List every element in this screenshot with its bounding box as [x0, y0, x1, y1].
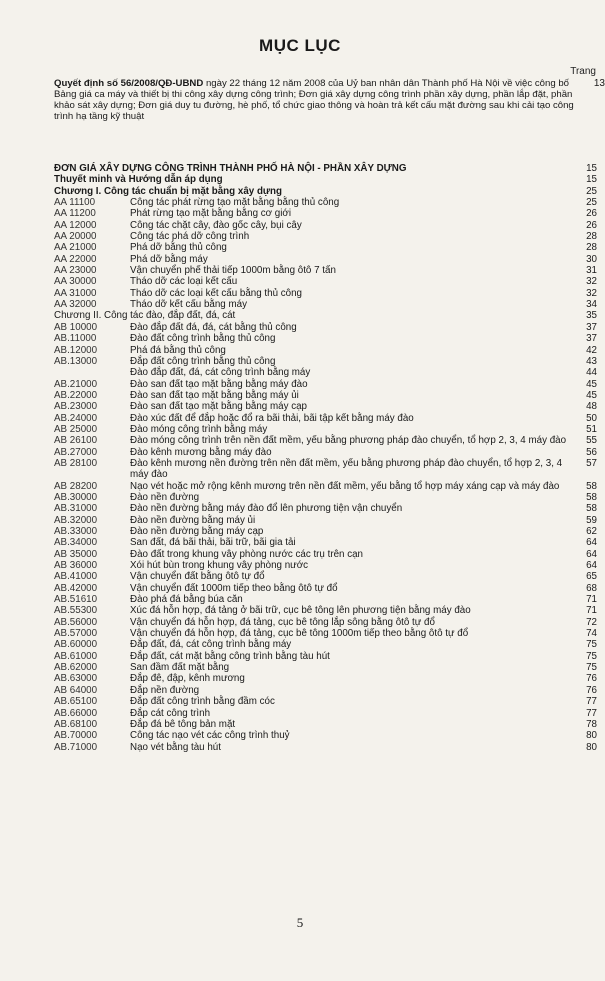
toc-label: Tháo dỡ các loại kết cấu: [130, 276, 238, 288]
toc-code: AB.33000: [54, 526, 98, 537]
toc-code: AB.23000: [54, 401, 98, 413]
toc-code: AB.12000: [54, 344, 98, 356]
toc-page-number: 45: [586, 378, 597, 390]
toc-row: [54, 413, 597, 424]
toc-page-number: 26: [586, 208, 597, 220]
toc-page-number: 50: [586, 412, 597, 424]
toc-row: [54, 265, 597, 276]
toc-row: [54, 322, 597, 333]
toc-label: Đào đất trong khung vây phòng nước các trụ trên cạn: [130, 548, 364, 560]
toc-row: [54, 458, 597, 481]
toc-code: AA 30000: [54, 276, 97, 288]
toc-code: AB.41000: [54, 571, 98, 583]
toc-row: [54, 685, 597, 696]
toc-code: AB 28100: [54, 457, 98, 469]
toc-code: AA 20000: [54, 231, 97, 243]
toc-code: AB 26100: [54, 435, 98, 447]
page-number-footer: 5: [296, 915, 304, 930]
toc-label: Phá dỡ bằng thủ công: [130, 242, 227, 254]
page-title: MỤC LỤC: [259, 36, 341, 55]
toc-label: Chương II. Công tác đào, đắp đất, đá, cát: [54, 310, 236, 322]
toc-page-number: 15: [586, 174, 597, 186]
toc-code: AA 32000: [54, 299, 97, 311]
toc-row: [54, 356, 597, 367]
toc-row: [54, 208, 597, 219]
toc-page-number: 71: [586, 594, 597, 606]
toc-page-number: 76: [586, 684, 597, 696]
toc-page-number: 56: [586, 446, 597, 458]
toc-code: AB 36000: [54, 560, 98, 572]
toc-label: Đào nền đường bằng máy ủi: [130, 514, 256, 526]
toc-code: AB.34000: [54, 537, 98, 549]
toc-row: [54, 549, 597, 560]
toc-label: Đào phá đá bằng búa căn: [130, 594, 243, 606]
toc-label: Đào nền đường bằng máy đào đổ lên phương tiện vận chuyển: [130, 503, 403, 515]
toc-page-number: 80: [586, 741, 597, 753]
toc-page-number: 58: [586, 503, 597, 515]
toc-label: Chương I. Công tác chuẩn bị mặt bằng xây dựng: [54, 185, 282, 197]
toc-row: [54, 673, 597, 684]
toc-row: [54, 424, 597, 435]
toc-page-number: 44: [586, 367, 597, 379]
toc-row: [54, 730, 597, 741]
toc-row: [54, 254, 597, 265]
toc-row: [54, 299, 597, 310]
toc-row: [54, 401, 597, 412]
toc-page-number: 25: [586, 197, 597, 209]
toc-page-number: 55: [586, 435, 597, 447]
toc-page-number: 32: [586, 287, 597, 299]
toc-label: Đắp nền đường: [130, 684, 200, 696]
toc-row: [54, 288, 597, 299]
toc-row: [54, 708, 597, 719]
toc-code: AB.32000: [54, 514, 98, 526]
toc-page-number: 77: [586, 707, 597, 719]
toc-code: AA 21000: [54, 242, 97, 254]
toc-page-number: 75: [586, 639, 597, 651]
toc-code: AB.63000: [54, 673, 98, 685]
toc-code: AB.24000: [54, 412, 98, 424]
toc-page-number: 72: [586, 616, 597, 628]
toc-label: Công tác phát rừng tạo mặt bằng bằng thủ công: [130, 197, 340, 209]
toc-label: Đào kênh mương nền đường trên nền đất mềm, yếu bằng phương pháp đào chuyển, tổ hợp 2, 3, 4 máy đào: [130, 457, 563, 481]
toc-page-number: 28: [586, 242, 597, 254]
toc-label: Đắp đất công trình bằng đầm cóc: [130, 696, 275, 708]
toc-page-number: 80: [586, 730, 597, 742]
decision-number: Quyết định số 56/2008/QĐ-UBND: [54, 78, 204, 89]
toc-label: San đầm đất mặt bằng: [130, 662, 230, 674]
toc-page-number: 65: [586, 571, 597, 583]
toc-row: [54, 662, 597, 673]
toc-row: [54, 231, 597, 242]
toc-chapter-row: [54, 163, 597, 174]
toc-label: Đào kênh mương bằng máy đào: [130, 446, 272, 458]
toc-label: Tháo dỡ kết cấu bằng máy: [130, 299, 247, 311]
toc-code: AB.61000: [54, 650, 98, 662]
toc-row: [54, 537, 597, 548]
toc-row: [54, 639, 597, 650]
toc-code: AB 10000: [54, 321, 98, 333]
decision-description: ngày 22 tháng 12 năm 2008 của Uỷ ban nhân dân Thành phố Hà Nội về việc công bố Bảng giá ca máy và thiết bị thi công xây dựng công trình; Đơn giá xây dựng công trình phần xây dựng, phần lắp đặt, phần khảo sát xây dựng; Đơn giá duy tu đường, hè phố, tổ chức giao thông và hoàn trả kết cấu mặt đường sau khi cải tạo công trình hạ tầng kỹ thuật: [54, 78, 574, 122]
toc-label: Nạo vét hoặc mở rộng kênh mương trên nền đất mềm, yếu bằng tổ hợp máy xáng cạp và máy đào: [130, 480, 560, 492]
toc-row: [54, 242, 597, 253]
toc-page-number: 25: [586, 185, 597, 197]
toc-page-number: 37: [586, 321, 597, 333]
toc-page-number: 26: [586, 219, 597, 231]
toc-page-number: 64: [586, 537, 597, 549]
toc-page-number: 64: [586, 560, 597, 572]
toc-page-number: 30: [586, 253, 597, 265]
toc-code: AA 23000: [54, 265, 97, 277]
toc-label: Vận chuyển đất 1000m tiếp theo bằng ôtô tự đổ: [130, 582, 338, 594]
toc-code: AB.57000: [54, 628, 98, 640]
toc-row: [54, 503, 597, 514]
toc-label: Đắp đất, cát mặt bằng công trình bằng tàu hút: [130, 650, 330, 662]
toc-row: [54, 583, 597, 594]
toc-label: Đào đắp đất, đá, cát công trình bằng máy: [130, 367, 311, 379]
toc-code: AB.65100: [54, 696, 98, 708]
intro-entry: [54, 78, 605, 122]
toc-code: AA 12000: [54, 219, 97, 231]
toc-label: Đào san đất tạo mặt bằng bằng máy ủi: [130, 389, 299, 401]
toc-page-number: 32: [586, 276, 597, 288]
toc-code: AB.27000: [54, 446, 98, 458]
toc-row: [54, 276, 597, 287]
toc-label: Đào móng công trình trên nền đất mềm, yếu bằng phương pháp đào chuyển, tổ hợp 2, 3, 4 máy đào: [130, 435, 567, 447]
toc-page-number: 45: [586, 389, 597, 401]
toc-label: Đắp đất công trình bằng thủ công: [130, 355, 276, 367]
toc-code: AA 22000: [54, 253, 97, 265]
toc-row: [54, 605, 597, 616]
toc-row: [54, 220, 597, 231]
toc-row: [54, 345, 597, 356]
toc-code: AB 35000: [54, 548, 98, 560]
toc-label: Công tác phá dỡ công trình: [130, 231, 250, 243]
toc-label: Đào nền đường: [130, 491, 200, 503]
toc-label: Vận chuyển đất bằng ôtô tự đổ: [130, 571, 265, 583]
toc-page-number: 78: [586, 718, 597, 730]
toc-code: AB.66000: [54, 707, 98, 719]
toc-label: Đào san đất tạo mặt bằng bằng máy cạp: [130, 401, 308, 413]
toc-code: AB 64000: [54, 684, 98, 696]
toc-row: [54, 390, 597, 401]
toc-label: Thuyết minh và Hướng dẫn áp dụng: [54, 174, 223, 186]
toc-page-number: 58: [586, 491, 597, 503]
toc-page-number: 28: [586, 231, 597, 243]
toc-code: AB.11000: [54, 333, 97, 345]
toc-label: Đắp cát công trình: [130, 707, 211, 719]
toc-code: AB.30000: [54, 491, 98, 503]
toc-label: ĐƠN GIÁ XÂY DỰNG CÔNG TRÌNH THÀNH PHỐ HÀ NỘI - PHẦN XÂY DỰNG: [54, 163, 407, 174]
toc-page-number: 75: [586, 650, 597, 662]
toc-page-number: 71: [586, 605, 597, 617]
toc-row: [54, 367, 597, 378]
toc-label: Đào xúc đất để đắp hoặc đổ ra bãi thải, bãi tập kết bằng máy đào: [130, 412, 414, 424]
toc-code: AA 11200: [54, 208, 96, 220]
toc-label: Đào nền đường bằng máy cạp: [130, 526, 264, 537]
toc-label: Tháo dỡ các loại kết cấu bằng thủ công: [130, 287, 302, 299]
toc-code: AB.22000: [54, 389, 98, 401]
toc-row: [54, 379, 597, 390]
toc-label: Đào san đất tạo mặt bằng bằng máy đào: [130, 378, 308, 390]
toc-page-number: 58: [586, 480, 597, 492]
toc-row: [54, 651, 597, 662]
toc-row: [54, 617, 597, 628]
toc-code: AB.13000: [54, 355, 98, 367]
toc-row: [54, 515, 597, 526]
toc-page-number: 68: [586, 582, 597, 594]
table-of-contents: [54, 163, 597, 753]
toc-code: AB.62000: [54, 662, 98, 674]
toc-page-number: 15: [586, 163, 597, 174]
toc-row: [54, 526, 597, 537]
toc-page-number: 43: [586, 355, 597, 367]
toc-page-number: 64: [586, 548, 597, 560]
toc-page-number: 62: [586, 526, 597, 537]
toc-label: Nạo vét bằng tàu hút: [130, 741, 221, 753]
toc-page-number: 42: [586, 344, 597, 356]
toc-chapter-row: [54, 310, 597, 321]
toc-row: [54, 197, 597, 208]
toc-code: AB.51610: [54, 594, 98, 606]
toc-row: [54, 560, 597, 571]
toc-page-number: 75: [586, 662, 597, 674]
toc-label: Đào đắp đất đá, đá, cát bằng thủ công: [130, 321, 297, 333]
toc-page-number: 34: [586, 299, 597, 311]
toc-code: AB.71000: [54, 741, 98, 753]
toc-code: AB.21000: [54, 378, 98, 390]
toc-code: AB.31000: [54, 503, 98, 515]
toc-code: AA 11100: [54, 197, 96, 209]
toc-page-number: 48: [586, 401, 597, 413]
toc-label: Đắp đất, đá, cát công trình bằng máy: [130, 639, 292, 651]
toc-code: AB.42000: [54, 582, 98, 594]
toc-label: Đào móng công trình bằng máy: [130, 423, 268, 435]
toc-label: Vận chuyển đá hỗn hợp, đá tảng, cục bê tông lắp sông bằng ôtô tự đổ: [130, 616, 435, 628]
toc-row: [54, 447, 597, 458]
toc-code: AB 25000: [54, 423, 98, 435]
toc-row: [54, 594, 597, 605]
toc-label: Công tác nạo vét các công trình thuỷ: [130, 730, 290, 742]
toc-row: [54, 481, 597, 492]
toc-code: AB.56000: [54, 616, 98, 628]
toc-page-number: 35: [586, 310, 597, 322]
toc-row: [54, 435, 597, 446]
toc-label: Phá đá bằng thủ công: [130, 344, 226, 356]
toc-code: AB.68100: [54, 718, 98, 730]
toc-chapter-row: [54, 174, 597, 185]
page-column-label: Trang: [570, 66, 596, 77]
toc-page-number: 74: [586, 628, 597, 640]
toc-label: Xúc đá hỗn hợp, đá tảng ở bãi trữ, cục bê tông lên phương tiện bằng máy đào: [130, 605, 471, 617]
toc-label: Công tác chặt cây, đào gốc cây, bụi cây: [130, 219, 302, 231]
toc-label: Vận chuyển phế thải tiếp 1000m bằng ôtô 7 tấn: [130, 265, 336, 277]
toc-row: [54, 742, 597, 753]
toc-page-number: 59: [586, 514, 597, 526]
toc-row: [54, 571, 597, 582]
toc-row: [54, 628, 597, 639]
toc-label: San đất, đá bãi thải, bãi trữ, bãi gia tải: [130, 537, 296, 549]
toc-label: Đào đất công trình bằng thủ công: [130, 333, 276, 345]
toc-row: [54, 696, 597, 707]
toc-label: Đắp đê, đập, kênh mương: [130, 673, 245, 685]
toc-code: AB.60000: [54, 639, 98, 651]
toc-page-number: 37: [586, 333, 597, 345]
toc-page-number: 57: [586, 457, 597, 469]
toc-code: AB 28200: [54, 480, 98, 492]
toc-chapter-row: [54, 186, 597, 197]
toc-label: Phát rừng tạo mặt bằng bằng cơ giới: [130, 208, 292, 220]
toc-label: Phá dỡ bằng máy: [130, 253, 208, 265]
toc-page-number: 77: [586, 696, 597, 708]
toc-row: [54, 333, 597, 344]
toc-label: Vận chuyển đá hỗn hợp, đá tảng, cục bê tông 1000m tiếp theo bằng ôtô tự đổ: [130, 628, 469, 640]
toc-page-number: 76: [586, 673, 597, 685]
toc-row: [54, 492, 597, 503]
toc-code: AA 31000: [54, 287, 97, 299]
toc-page-number: 31: [586, 265, 597, 277]
intro-page-number: 13: [593, 78, 605, 89]
toc-label: Xói hút bùn trong khung vây phòng nước: [130, 560, 309, 572]
toc-page-number: 51: [586, 423, 597, 435]
toc-label: Đắp đá bê tông bản mặt: [130, 718, 236, 730]
toc-code: AB.55300: [54, 605, 98, 617]
toc-row: [54, 719, 597, 730]
toc-code: AB.70000: [54, 730, 98, 742]
